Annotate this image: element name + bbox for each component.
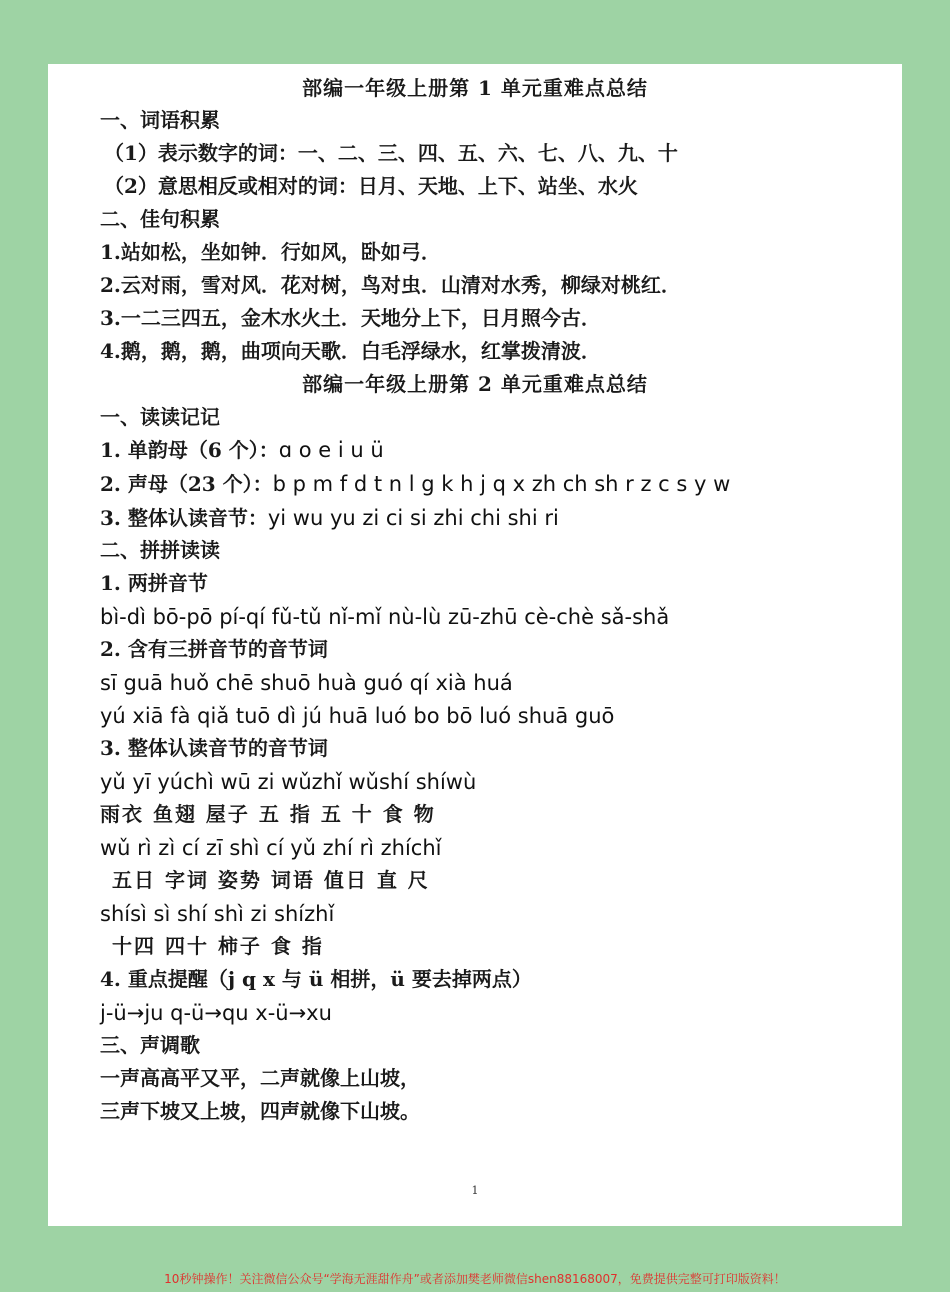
unit1-section1-heading: 一、词语积累 [100,108,220,132]
unit2-sub4-pinyin: j-ü→ju q-ü→qu x-ü→xu [100,1001,332,1025]
unit2-sub3-chinese-1: 雨衣 鱼翅 屋子 五 指 五 十 食 物 [100,802,436,826]
unit2-item2 [100,470,730,498]
unit2-item3-value: yi wu yu zi ci si zhi chi shi ri [267,506,559,530]
unit1-sentence-3: 3.一二三四五，金木水火土．天地分上下，日月照今古． [100,306,601,330]
unit2-sub2-heading: 2. 含有三拼音节的音节词 [100,637,328,661]
unit2-item3-label: 3. 整体认读音节： [100,506,268,530]
unit1-sentence-4: 4.鹅，鹅，鹅，曲项向天歌．白毛浮绿水，红掌拨清波． [100,339,601,363]
page-number: 1 [471,1184,479,1197]
unit2-title: 部编一年级上册第 2 单元重难点总结 [302,372,648,396]
unit2-song-line-1: 一声高高平又平，二声就像上山坡， [100,1066,420,1090]
unit1-sentence-1: 1.站如松，坐如钟．行如风，卧如弓． [100,240,441,264]
unit1-line-opposites: （2）意思相反或相对的词：日月、天地、上下、站坐、水火 [104,174,638,198]
unit2-sub3-chinese-2: 五日 字词 姿势 词语 值日 直 尺 [112,868,430,892]
document-page [48,64,902,1226]
unit2-item3 [100,504,559,532]
unit2-section2-heading: 二、拼拼读读 [100,538,220,562]
unit2-sub3-pinyin-3: shísì sì shí shì zi shízhǐ [100,902,335,926]
unit2-sub2-pinyin-2: yú xiā fà qiǎ tuō dì jú huā luó bo bō luó shuā guō [100,704,615,728]
unit2-item1-value: ɑ o e i u ü [278,438,384,462]
unit2-sub1-pinyin: bì-dì bō-pō pí-qí fǔ-tǔ nǐ-mǐ nù-lù zū-zhū cè-chè sǎ-shǎ [100,605,670,629]
unit1-line-numbers: （1）表示数字的词：一、二、三、四、五、六、七、八、九、十 [104,141,678,165]
unit2-song-line-2: 三声下坡又上坡，四声就像下山坡。 [100,1099,420,1123]
unit2-sub4-heading: 4. 重点提醒（j q x 与 ü 相拼，ü 要去掉两点） [100,967,532,991]
promo-footer: 10秒钟操作！关注微信公众号“学海无涯甜作舟”或者添加樊老师微信shen88168007，免费提供完整可打印版资料！ [164,1272,786,1286]
unit2-item1-label: 1. 单韵母（6 个）： [100,438,279,462]
unit2-section3-heading: 三、声调歌 [100,1033,200,1057]
unit2-sub3-heading: 3. 整体认读音节的音节词 [100,736,328,760]
unit1-section2-heading: 二、佳句积累 [100,207,220,231]
unit2-section1-heading: 一、读读记记 [100,405,220,429]
unit2-sub3-pinyin-2: wǔ rì zì cí zī shì cí yǔ zhí rì zhíchǐ [100,836,442,860]
unit2-item1 [100,436,384,464]
unit2-sub2-pinyin-1: sī guā huǒ chē shuō huà guó qí xià huá [100,671,513,695]
unit2-item2-value: b p m f d t n l g k h j q x zh ch sh r z c s y w [272,472,731,496]
unit2-sub1-heading: 1. 两拼音节 [100,571,208,595]
unit1-sentence-2: 2.云对雨，雪对风．花对树，鸟对虫．山清对水秀，柳绿对桃红． [100,273,681,297]
unit2-item2-label: 2. 声母（23 个）： [100,472,273,496]
unit2-sub3-chinese-3: 十四 四十 柿子 食 指 [112,934,324,958]
unit2-sub3-pinyin-1: yǔ yī yúchì wū zi wǔzhǐ wǔshí shíwù [100,770,477,794]
unit1-title: 部编一年级上册第 1 单元重难点总结 [302,76,648,100]
